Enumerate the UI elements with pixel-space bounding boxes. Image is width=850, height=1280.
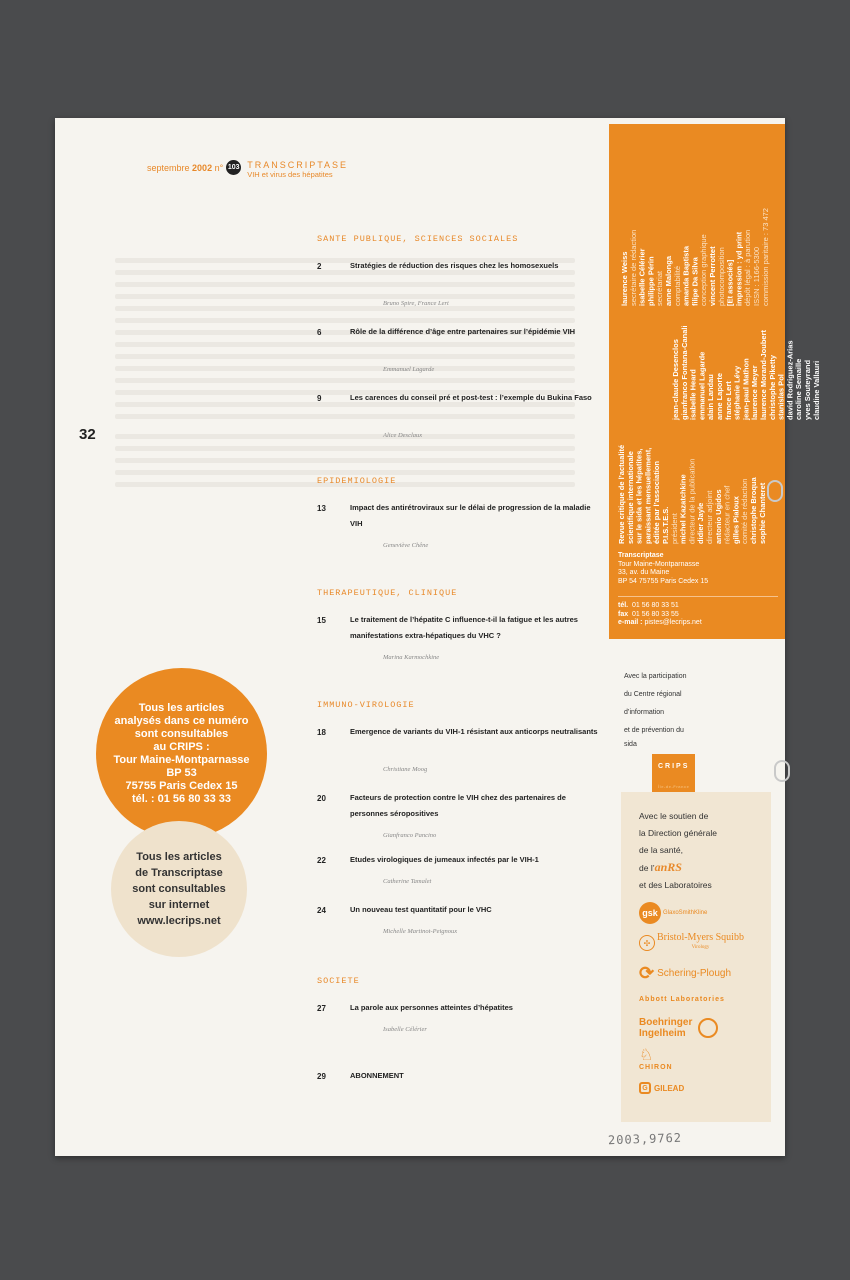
toc-entry[interactable] xyxy=(317,328,607,378)
section-heading: THERAPEUTIQUE, CLINIQUE xyxy=(317,588,458,598)
circle-text-line: au CRIPS : xyxy=(153,740,210,753)
binder-clip xyxy=(767,480,783,502)
masthead-line: paraissant mensuellement, xyxy=(643,447,653,544)
masthead-line: secrétaire de rédaction xyxy=(628,229,638,306)
internet-availability-circle xyxy=(111,821,247,957)
show-through-line xyxy=(115,378,575,383)
entry-author: Catherine Tamalet xyxy=(383,878,432,885)
entry-page-number: 18 xyxy=(317,728,326,737)
handwritten-note: 2003,9762 xyxy=(607,1130,683,1148)
masthead-line: [Et associés] xyxy=(725,259,735,306)
masthead-line: emmanuel Lagarde xyxy=(697,351,707,420)
masthead-line: jean-paul Mathon xyxy=(741,358,751,420)
masthead-line: directeur adjoint xyxy=(704,490,714,544)
entry-author: Michelle Martinot-Peignoux xyxy=(383,928,458,935)
toc-entry[interactable] xyxy=(317,856,607,890)
participation-line: du Centre régional xyxy=(624,691,682,698)
entry-page-number: 2 xyxy=(317,262,322,271)
entry-author: Emmanuel Lagarde xyxy=(383,366,435,373)
journal-subtitle: VIH et virus des hépatites xyxy=(247,170,333,179)
binder-clip xyxy=(774,760,790,782)
masthead-line: sur le sida et les hépatites, xyxy=(634,448,644,544)
section-heading: SANTE PUBLIQUE, SCIENCES SOCIALES xyxy=(317,234,519,244)
entry-title: Les carences du conseil pré et post-test : l’exemple du Bukina Faso xyxy=(350,393,592,402)
masthead-line: alain Landau xyxy=(706,374,716,420)
entry-title: Facteurs de protection contre le VIH chez des partenaires de personnes séropositives xyxy=(350,793,566,818)
schering-plough-icon: ⟳ xyxy=(639,962,655,983)
boehringer-seal-icon xyxy=(698,1018,718,1038)
gsk-logo: gsk GlaxoSmithKline xyxy=(639,902,771,924)
masthead-line: antonio Ugidos xyxy=(713,489,723,544)
circle-text-line: www.lecrips.net xyxy=(137,915,221,927)
chiron-logo: ♘ CHIRON xyxy=(639,1048,771,1071)
crips-logo: CRIPS Île-de-France xyxy=(652,754,695,800)
email-address[interactable]: pistes@lecrips.net xyxy=(644,619,702,627)
entry-author: Alice Desclaux xyxy=(383,432,423,439)
masthead-line: gianfranco Fontana-Canali xyxy=(679,325,689,420)
masthead-line: jean-claude Desenclos xyxy=(671,339,680,420)
section-heading: EPIDEMIOLOGIE xyxy=(317,476,397,486)
phone-number: 01 56 80 33 51 xyxy=(632,602,679,609)
entry-author: Isabelle Célérier xyxy=(383,1026,427,1033)
masthead-line: yves Souteyrand xyxy=(802,359,812,420)
show-through-line xyxy=(115,458,575,463)
circle-text-line: 75755 Paris Cedex 15 xyxy=(125,779,238,792)
circle-text-line: BP 53 xyxy=(166,766,197,779)
bms-logo: ✣ Bristol-Myers Squibb Virology xyxy=(639,932,771,954)
anrs-logo: anRS xyxy=(654,860,682,874)
address-name: Transcriptase xyxy=(618,552,664,559)
circle-text-line: analysés dans ce numéro xyxy=(114,714,249,727)
masthead-line: amanda Baptista xyxy=(681,245,691,306)
masthead-line: vincent Perrottet xyxy=(707,246,717,306)
masthead-line: france Lert xyxy=(723,381,733,420)
circle-text-line: sur internet xyxy=(148,899,210,911)
circle-text-line: Tous les articles xyxy=(138,701,225,714)
support-line: de l’anRS xyxy=(639,860,682,874)
entry-title: Le traitement de l’hépatite C influence-t-il la fatigue et les autres manifestations extra-hépatiques du VHC ? xyxy=(350,615,578,640)
section-heading: IMMUNO-VIROLOGIE xyxy=(317,700,415,710)
masthead-line: anne Laporte xyxy=(714,372,724,420)
entry-title: Impact des antirétroviraux sur le délai de progression de la maladie VIH xyxy=(350,503,591,528)
masthead-line: stéphanie Lévy xyxy=(732,365,742,420)
bms-icon: ✣ xyxy=(639,935,655,951)
masthead-line: dépôt légal : à parution xyxy=(743,229,753,306)
circle-text-line: Tour Maine-Montparnasse xyxy=(113,753,250,766)
masthead-line: comité de rédaction xyxy=(740,478,750,544)
crips-availability-circle xyxy=(96,668,267,839)
entry-page-number: 20 xyxy=(317,794,326,803)
circle-text-line: tél. : 01 56 80 33 33 xyxy=(131,792,232,805)
toc-entry[interactable] xyxy=(317,262,607,312)
toc-entry[interactable] xyxy=(317,794,607,844)
masthead-line: isabelle Célérier xyxy=(637,248,647,306)
masthead-line: commission paritaire : 73 472 xyxy=(760,208,770,306)
show-through-line xyxy=(115,446,575,451)
toc-entry[interactable] xyxy=(317,394,607,444)
circle-text-line: de Transcriptase xyxy=(135,867,223,879)
masthead-line: secrétariat xyxy=(655,270,665,306)
masthead-line: stanislas Pol xyxy=(776,374,786,420)
masthead-line: filipe Da Silva xyxy=(690,257,700,306)
masthead-line: caroline Semaille xyxy=(794,358,804,420)
entry-page-number: 24 xyxy=(317,906,326,915)
entry-author: Christiane Moog xyxy=(383,766,428,773)
show-through-line xyxy=(115,470,575,475)
masthead-line: Revue critique de l’actualité xyxy=(617,444,626,544)
entry-page-number: 13 xyxy=(317,504,326,513)
masthead-line: christophe Piketty xyxy=(767,354,777,420)
masthead-line: ISSN : 1166-5300 xyxy=(751,246,761,306)
gilead-icon: G xyxy=(639,1082,651,1094)
masthead-line: rédacteur en chef xyxy=(722,485,732,544)
magazine-page xyxy=(55,118,821,1156)
entry-page-number: 6 xyxy=(317,328,322,337)
toc-entry-subscription[interactable] xyxy=(317,1072,607,1086)
section-heading: SOCIETE xyxy=(317,976,360,986)
masthead-line: président xyxy=(669,513,679,544)
entry-author: Geneviève Chêne xyxy=(383,542,429,549)
entry-page-number: 29 xyxy=(317,1072,326,1081)
masthead-line: laurence Meyer xyxy=(750,365,760,420)
circle-text-line: Tous les articles xyxy=(136,851,222,863)
fax-number: 01 56 80 33 55 xyxy=(632,610,679,618)
entry-page-number: 15 xyxy=(317,616,326,625)
support-line: la Direction générale xyxy=(639,828,717,838)
entry-title: Rôle de la différence d’âge entre partenaires sur l’épidémie VIH xyxy=(350,327,576,336)
masthead-line: conception graphique xyxy=(699,234,709,306)
entry-title: Etudes virologiques de jumeaux infectés par le VIH-1 xyxy=(350,855,539,864)
abbott-logo: Abbott Laboratories xyxy=(639,995,725,1003)
entry-title: ABONNEMENT xyxy=(350,1071,404,1080)
participation-line: Avec la participation xyxy=(624,673,687,680)
masthead-line: directeur de la publication xyxy=(687,458,697,544)
masthead-line: claudine Vallauri xyxy=(811,360,821,420)
masthead-line: scientifique internationale xyxy=(625,451,635,544)
masthead-line: isabelle Heard xyxy=(688,369,698,420)
circle-text-line: sont consultables xyxy=(134,727,229,740)
chiron-icon: ♘ xyxy=(639,1047,654,1064)
masthead-line: david Rodriguez-Arias xyxy=(785,340,795,420)
masthead-line: impression : yd print xyxy=(734,231,744,306)
address-line: Tour Maine-Montparnasse xyxy=(618,560,700,568)
address-block xyxy=(618,552,708,586)
page-header xyxy=(147,160,348,179)
participation-line: d’information xyxy=(624,709,665,716)
journal-title: TRANSCRIPTASE xyxy=(247,160,349,170)
issue-date: septembre 2002 n° xyxy=(147,163,224,173)
masthead-line: michel Kazatchkine xyxy=(678,474,688,544)
participation-line: et de prévention du xyxy=(624,727,684,734)
masthead-line: photocomposition xyxy=(716,247,726,306)
entry-page-number: 22 xyxy=(317,856,326,865)
entry-author: Marina Karmochkine xyxy=(383,654,440,661)
masthead-line: P.I.S.T.E.S. xyxy=(660,506,670,544)
masthead-column-2 xyxy=(672,300,822,420)
toc-entry[interactable] xyxy=(317,906,607,940)
address-line: 33, av. du Maine xyxy=(618,569,670,577)
address-line: BP 54 75755 Paris Cedex 15 xyxy=(618,577,709,585)
schering-plough-logo: ⟳ Schering-Plough xyxy=(639,962,732,983)
support-line: et des Laboratoires xyxy=(639,880,712,890)
show-through-line xyxy=(115,318,575,323)
circle-text-line: sont consultables xyxy=(132,883,226,895)
toc-entry[interactable] xyxy=(317,728,607,778)
crips-participation xyxy=(624,668,744,800)
divider xyxy=(618,596,778,597)
boehringer-logo: Boehringer Ingelheim xyxy=(639,1014,771,1042)
contact-block: tél. 01 56 80 33 51 fax 01 56 80 33 55 e-mail : pistes@lecrips.net xyxy=(618,602,702,627)
toc-entry[interactable] xyxy=(317,504,607,554)
entry-title: Stratégies de réduction des risques chez les homosexuels xyxy=(350,261,559,270)
entry-title: Emergence de variants du VIH-1 résistant aux anticorps neutralisants xyxy=(350,727,598,736)
masthead-line: anne Malonga xyxy=(663,255,673,306)
support-line: Avec le soutien de xyxy=(639,811,709,821)
masthead-line: didier Jayle xyxy=(696,502,706,544)
entry-author: Gianfranco Pancino xyxy=(383,832,437,839)
entry-title: La parole aux personnes atteintes d’hépatites xyxy=(350,1003,513,1012)
masthead-panel xyxy=(609,124,821,639)
sponsors-box xyxy=(621,792,771,1122)
toc-entry[interactable] xyxy=(317,616,607,666)
masthead-column-1 xyxy=(618,424,768,544)
toc-entry[interactable] xyxy=(317,1004,607,1038)
page-number: 32 xyxy=(79,426,96,443)
entry-page-number: 9 xyxy=(317,394,322,403)
issue-number-badge: 103 xyxy=(226,160,241,175)
masthead-line: laurence Weiss xyxy=(620,251,629,306)
gilead-logo: G GILEAD xyxy=(639,1077,771,1099)
entry-author: Bruno Spire, France Lert xyxy=(383,300,449,307)
masthead-line: laurence Morand-Joubert xyxy=(758,329,768,420)
masthead-line: sophie Chanteret xyxy=(757,482,767,544)
participation-line: sida xyxy=(624,741,637,748)
masthead-line: philippe Périn xyxy=(646,256,656,306)
masthead-line: gilles Pialoux xyxy=(731,496,741,544)
masthead-line: comptabilité xyxy=(672,265,682,306)
entry-title: Un nouveau test quantitatif pour le VHC xyxy=(350,905,492,914)
masthead-column-3 xyxy=(621,186,771,306)
support-line: de la santé, xyxy=(639,845,683,855)
masthead-line: éditée par l’association xyxy=(652,461,662,544)
masthead-line: christophe Broqua xyxy=(748,477,758,544)
entry-page-number: 27 xyxy=(317,1004,326,1013)
